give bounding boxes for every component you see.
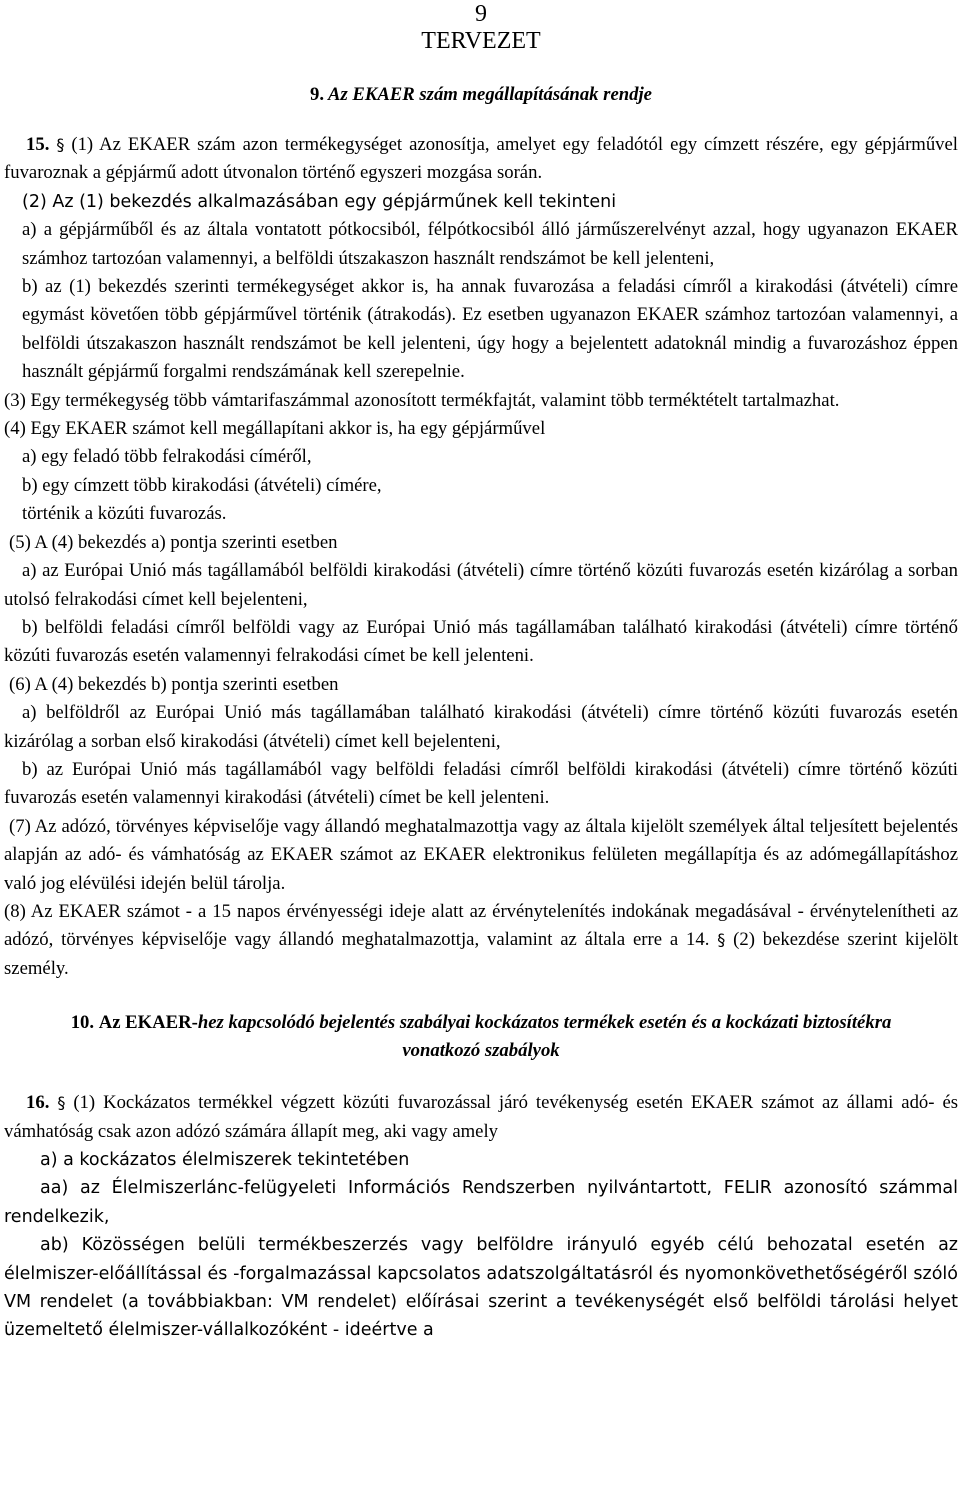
section-15-para-4: (4) Egy EKAER számot kell megállapítani akkor is, ha egy gépjárművel xyxy=(4,418,546,440)
section-sign: § xyxy=(56,135,65,154)
section-15-para-6b: b) az Európai Unió más tagállamából vagy belföldi feladási címről belföldi kirakodási (átvételi) címre történő közúti fuvarozás esetén valamennyi kirakodási (átvételi) címet be kell jelenteni. xyxy=(4,758,958,809)
section-15-para-5a: a) az Európai Unió más tagállamából belföldi kirakodási (átvételi) címre történő közúti fuvarozás esetén kizárólag a sorban utolsó felrakodási címet kell bejelenteni, xyxy=(4,560,958,610)
section-15-para-5: (5) A (4) bekezdés a) pontja szerinti esetben xyxy=(9,531,338,553)
section-15-para-3: (3) Egy termékegység több vámtarifaszámmal azonosított termékfajtát, valamint több terméktételt tartalmazhat. xyxy=(4,389,840,411)
document-page xyxy=(4,0,958,1345)
chapter-10-title: hez kapcsolódó bejelentés szabályai kockázatos termékek esetén és a kockázati biztosítékra vonatkozó szabályok xyxy=(197,1012,892,1062)
section-15-text-1: (1) Az EKAER szám azon termékegységet azonosítja, amelyet egy feladótól egy címzett részére, egy gépjárművel fuvaroznak a gépjármű adott útvonalon történő egyszeri mozgása során. xyxy=(4,134,958,184)
section-16-para-a: a) a kockázatos élelmiszerek tekintetében xyxy=(40,1150,410,1170)
chapter-10-heading xyxy=(4,1009,958,1065)
page-number: 9 xyxy=(475,1,487,27)
chapter-9-heading xyxy=(4,81,958,109)
section-15-text-8b: (2) bekezdése szerint kijelölt személy. xyxy=(4,929,959,979)
section-15-para-2a: a) a gépjárműből és az általa vontatott pótkocsiból, félpótkocsiból álló járműszerelvényt azzal, hogy ugyanazon EKAER számhoz tartozóan valamennyi, a belföldi útszakaszon használt rendszámot be kell jelenteni, xyxy=(22,219,958,269)
section-16-para-aa: aa) az Élelmiszerlánc-felügyeleti Információs Rendszerben nyilvántartott, FELIR azonosító számmal rendelkezik, xyxy=(4,1178,958,1227)
section-16-number: 16. xyxy=(26,1092,50,1114)
section-15-para-5b: b) belföldi feladási címről belföldi vagy az Európai Unió más tagállamában található kirakodási (átvételi) címre történő közúti fuvarozás esetén valamennyi felrakodási címet be kell jelenteni. xyxy=(4,616,958,667)
section-15-para-8 xyxy=(4,898,958,983)
section-16-para-1 xyxy=(4,1089,958,1146)
section-15-para-6: (6) A (4) bekezdés b) pontja szerinti esetben xyxy=(9,673,339,695)
section-sign-2: § xyxy=(717,930,726,950)
section-15-para-6a: a) belföldről az Európai Unió más tagállamában található kirakodási (átvételi) címre történő közúti fuvarozás esetén kizárólag a sorban első kirakodási (átvételi) címet kell bejelenteni, xyxy=(4,702,958,752)
section-15-para-7: (7) Az adózó, törvényes képviselője vagy állandó meghatalmazottja vagy az általa kijelölt személyek által teljesített bejelentés alapján az adó- és vámhatóság az EKAER számot az EKAER elektronikus felületen megállapítja és az adómegállapításhoz való jog elévülési idején belül tárolja. xyxy=(4,815,958,894)
section-15-para-2: (2) Az (1) bekezdés alkalmazásában egy gépjárműnek kell tekinteni xyxy=(22,191,617,212)
section-15-para-2b: b) az (1) bekezdés szerinti termékegységet akkor is, ha annak fuvarozása a feladási címről a kirakodási (átvételi) címre egymást követően több gépjárművel történik (átrakodás). Ez esetben ugyanazon EKAER számhoz tartozóan valamennyi, a belföldi útszakaszon használt rendszámot be kell jelenteni, úgy hogy a bejelentett adatoknál mindig a fuvarozáshoz éppen használt gépjármű forgalmi rendszámának kell szerepelnie. xyxy=(22,276,958,383)
chapter-10-number: 10. xyxy=(70,1012,95,1034)
section-sign-3: § xyxy=(57,1093,66,1113)
section-15-para-1 xyxy=(4,131,958,188)
section-16-text-1: (1) Kockázatos termékkel végzett közúti fuvarozással járó tevékenység esetén EKAER számot az állami adó- és vámhatóság csak azon adózó számára állapít meg, aki vagy amely xyxy=(4,1092,959,1142)
section-16-para-ab: ab) Közösségen belüli termékbeszerzés vagy belföldre irányuló egyéb célú behozatal esetén az élelmiszer-előállítással és -forgalmazással kapcsolatos adatszolgáltatásról és nyomonkövethetőségéről szóló VM rendelet (a továbbiakban: VM rendelet) előírásai szerint a tevékenységét első belföldi tárolási helyet üzemeltető élelmiszer-vállalkozóként - ideértve a xyxy=(4,1235,958,1341)
section-15-text-8a: (8) Az EKAER számot - a 15 napos érvényességi ideje alatt az érvénytelenítés indokának megadásával - érvénytelenítheti az adózó, törvényes képviselője vagy állandó meghatalmazottja, valamint az általa erre a 14. xyxy=(4,900,958,951)
section-15-para-4a: a) egy feladó több felrakodási címéről, xyxy=(22,446,312,468)
section-15-para-4b: b) egy címzett több kirakodási (átvételi) címére, xyxy=(22,474,382,496)
section-15-number: 15. xyxy=(26,134,50,155)
draft-label: TERVEZET xyxy=(421,28,541,54)
section-15-para-4c: történik a közúti fuvarozás. xyxy=(22,503,227,525)
chapter-9-title: Az EKAER szám megállapításának rendje xyxy=(328,84,652,105)
chapter-9-number: 9. xyxy=(310,84,325,105)
chapter-10-prefix: Az EKAER- xyxy=(98,1012,198,1034)
